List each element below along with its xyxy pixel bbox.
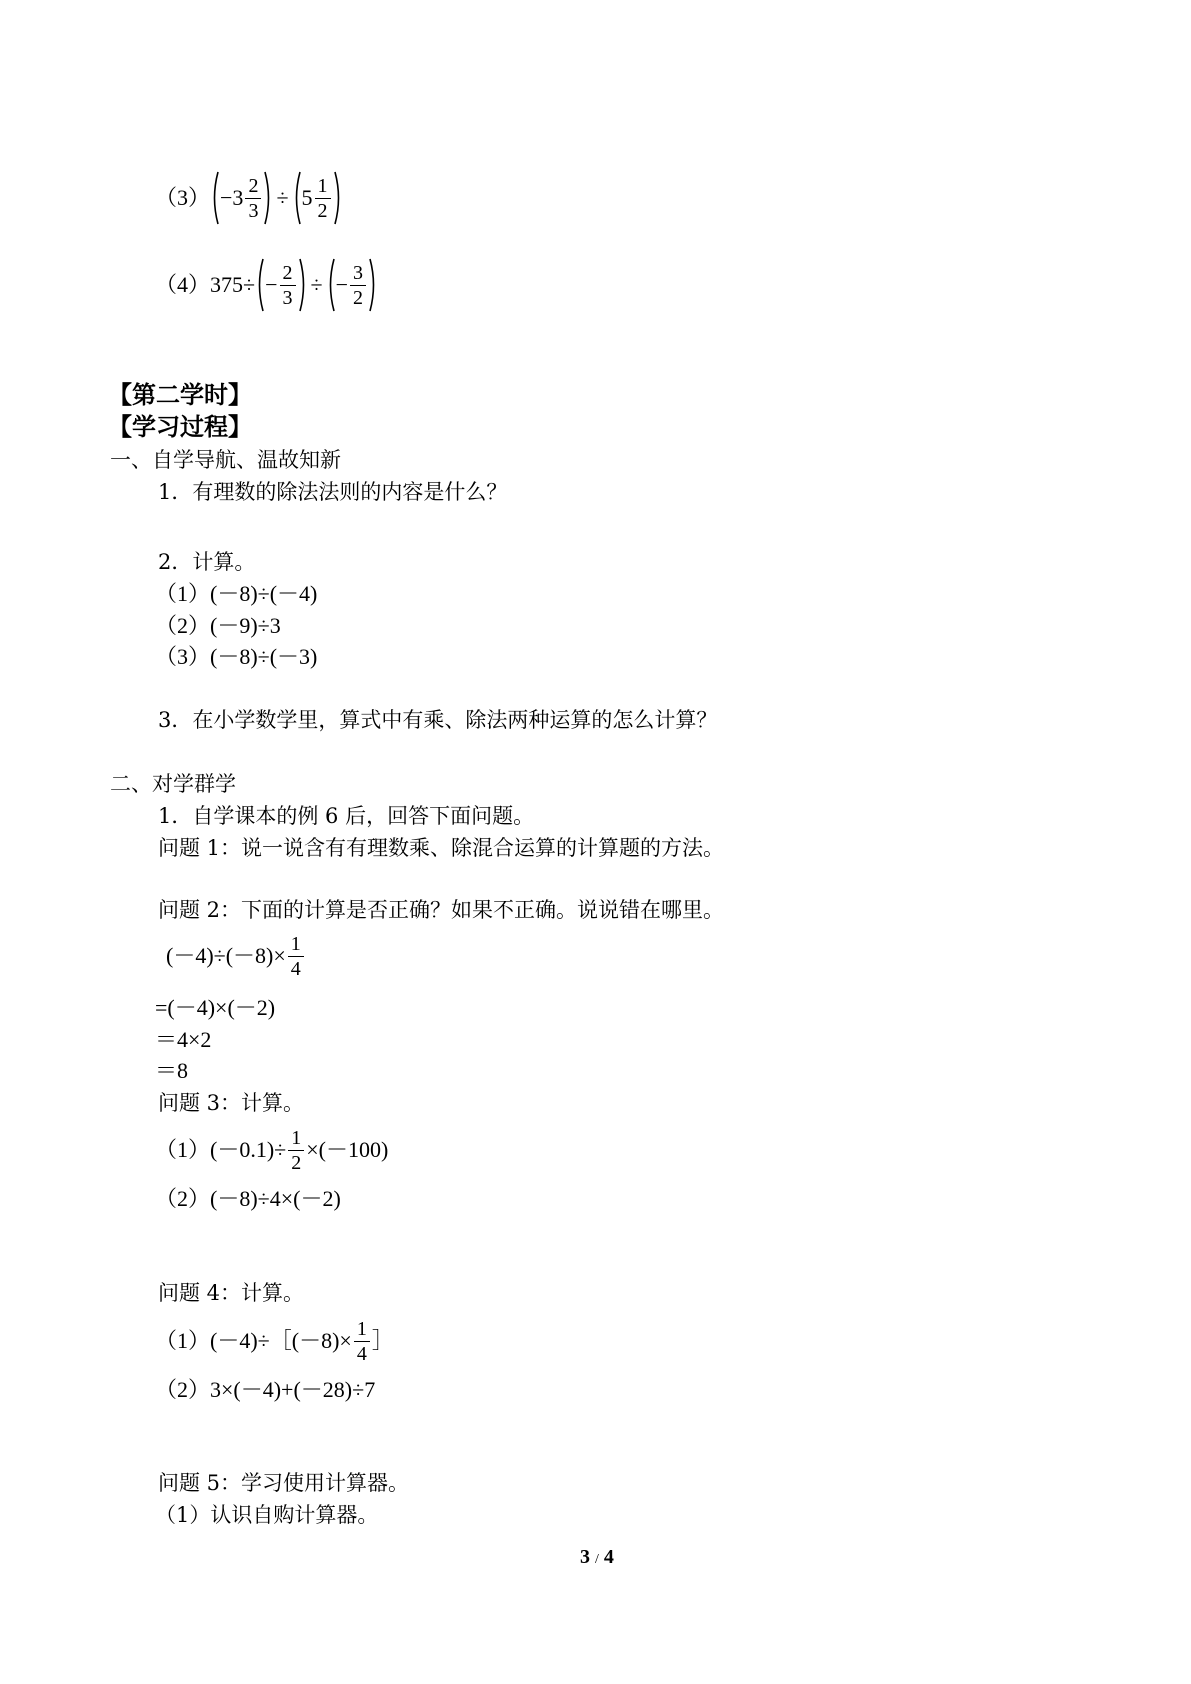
fraction <box>288 932 304 981</box>
problem-3: 问题 3：计算。 <box>158 1091 305 1115</box>
problem-2-step-1: =(－4)×(－2) <box>155 995 276 1020</box>
expression-tail: ×(－100) <box>306 1137 389 1162</box>
divide-sign: ÷ <box>310 272 323 297</box>
problem-2-expression <box>166 928 306 984</box>
lead-term: 375÷ <box>210 272 256 297</box>
right-paren-icon <box>298 257 308 313</box>
right-paren-group <box>292 170 343 226</box>
denominator: 4 <box>288 956 304 981</box>
item-label: （1） <box>155 1328 211 1353</box>
numerator: 3 <box>353 261 364 284</box>
current-page: 3 <box>580 1546 590 1568</box>
item-label: （1） <box>155 1137 211 1162</box>
section-1-question-2: 2．计算。 <box>158 550 256 574</box>
right-paren-icon <box>263 170 273 226</box>
right-paren-icon <box>368 257 378 313</box>
numerator: 1 <box>291 1126 302 1149</box>
denominator: 2 <box>350 285 366 310</box>
left-paren-icon <box>210 170 220 226</box>
total-pages: 4 <box>603 1546 614 1568</box>
denominator: 2 <box>315 198 331 223</box>
mixed-whole: 5 <box>301 185 313 210</box>
q2-item-3: （3）(－8)÷(－3) <box>155 644 318 669</box>
fraction <box>354 1317 370 1366</box>
exercise-item-4 <box>155 257 378 313</box>
section-2-intro: 1．自学课本的例 6 后，回答下面问题。 <box>158 804 535 828</box>
left-paren-icon <box>255 257 265 313</box>
left-paren-group <box>210 170 273 226</box>
numerator: 2 <box>248 174 259 197</box>
item-label: （3） <box>155 185 211 210</box>
minus-sign: − <box>265 272 278 297</box>
numerator: 1 <box>356 1317 367 1340</box>
problem-4-item-2: （2）3×(－4)+(－28)÷7 <box>155 1377 376 1402</box>
expression-tail: ］ <box>371 1328 394 1353</box>
page-separator: / <box>595 1552 599 1567</box>
denominator: 3 <box>245 198 261 223</box>
expression-lead: (－0.1)÷ <box>210 1137 287 1162</box>
fraction <box>315 174 331 223</box>
denominator: 3 <box>280 285 296 310</box>
problem-1: 问题 1：说一说含有有理数乘、除混合运算的计算题的方法。 <box>158 836 725 860</box>
fraction <box>245 174 261 223</box>
minus-sign: − <box>335 272 349 297</box>
paren-group-b <box>326 257 378 313</box>
fraction <box>280 261 296 310</box>
problem-3-item-1 <box>155 1122 388 1178</box>
paren-group-a <box>255 257 307 313</box>
fraction <box>350 261 366 310</box>
q2-item-1: （1）(－8)÷(－4) <box>155 581 318 606</box>
left-paren-icon <box>292 170 302 226</box>
section-1-title: 一、自学导航、温故知新 <box>110 448 341 472</box>
denominator: 4 <box>354 1341 370 1366</box>
fraction <box>288 1126 304 1175</box>
problem-4: 问题 4：计算。 <box>158 1281 305 1305</box>
problem-4-item-1 <box>155 1313 394 1369</box>
left-paren-icon <box>326 257 336 313</box>
q2-item-2: （2）(－9)÷3 <box>155 613 281 638</box>
page-number <box>580 1546 614 1569</box>
item-label: （4） <box>155 272 211 297</box>
exercise-item-3 <box>155 170 343 226</box>
problem-3-item-2: （2）(－8)÷4×(－2) <box>155 1186 341 1211</box>
denominator: 2 <box>288 1150 304 1175</box>
problem-5: 问题 5：学习使用计算器。 <box>158 1471 410 1495</box>
problem-2: 问题 2：下面的计算是否正确？如果不正确。说说错在哪里。 <box>158 898 725 922</box>
lesson-heading: 【第二学时】 <box>108 380 252 409</box>
problem-5-item-1: （1）认识自购计算器。 <box>155 1503 379 1527</box>
process-heading: 【学习过程】 <box>108 412 252 441</box>
problem-2-step-2: ＝4×2 <box>155 1027 212 1052</box>
numerator: 1 <box>317 174 328 197</box>
expression-lead: (－4)÷(－8)× <box>166 943 286 968</box>
problem-2-step-3: ＝8 <box>155 1058 189 1083</box>
mixed-whole: −3 <box>220 185 244 210</box>
section-1-question-3: 3．在小学数学里，算式中有乘、除法两种运算的怎么计算？ <box>158 708 718 732</box>
section-2-title: 二、对学群学 <box>110 772 236 796</box>
divide-sign: ÷ <box>276 185 289 210</box>
section-1-question-1: 1．有理数的除法法则的内容是什么？ <box>158 480 508 504</box>
numerator: 1 <box>290 932 301 955</box>
right-paren-icon <box>333 170 343 226</box>
expression-lead: (－4)÷［(－8)× <box>210 1328 352 1353</box>
numerator: 2 <box>282 261 293 284</box>
